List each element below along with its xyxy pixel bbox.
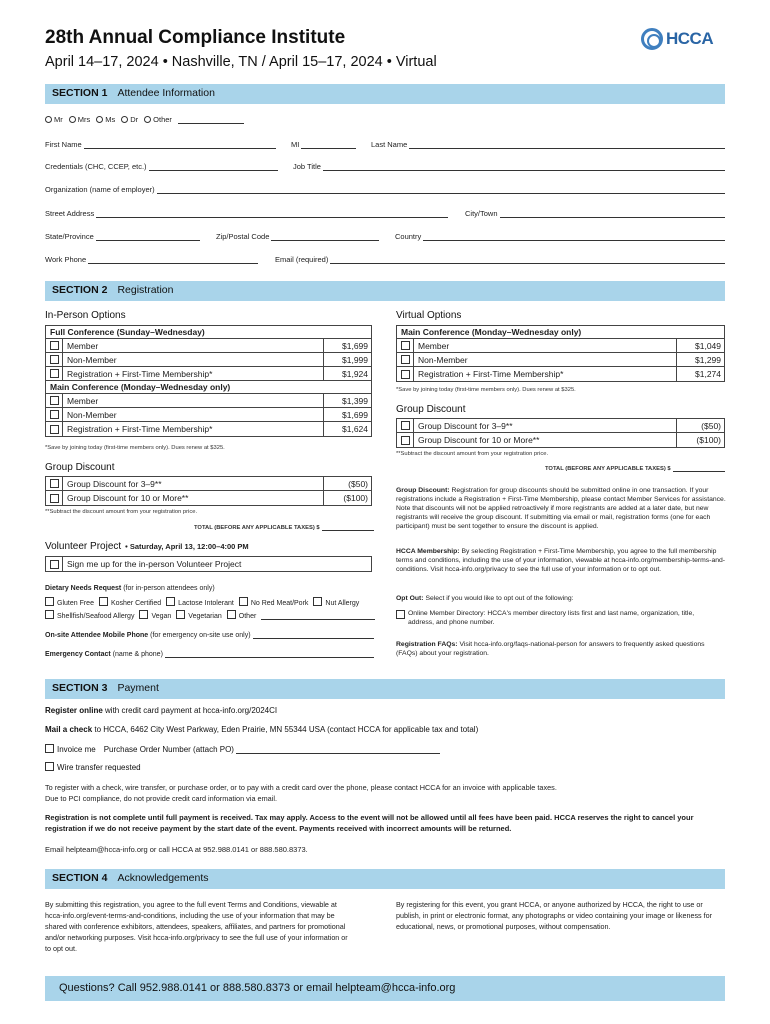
opt-out-info: Opt Out: Select if you would like to opt out of the following:: [396, 595, 574, 602]
table-row[interactable]: Non-Member $1,299: [397, 353, 724, 367]
organization-field[interactable]: Organization (name of employer): [45, 183, 725, 194]
section-title: Attendee Information: [117, 87, 215, 99]
po-line[interactable]: [236, 745, 440, 754]
credentials-field[interactable]: Credentials (CHC, CCEP, etc.): [45, 160, 278, 171]
emergency-contact-field[interactable]: Emergency Contact (name & phone): [45, 647, 374, 658]
salutation-ms[interactable]: Ms: [96, 115, 115, 124]
mi-field[interactable]: MI: [291, 138, 356, 149]
section-title: Acknowledgements: [117, 872, 209, 884]
volunteer-date: • Saturday, April 13, 12:00–4:00 PM: [125, 542, 249, 551]
salutation-group: [45, 115, 265, 124]
page-subtitle: April 14–17, 2024 • Nashville, TN / April 15–17, 2024 • Virtual: [45, 54, 437, 70]
payment-warning: Registration is not complete until full payment is received. Tax may apply. Access to the event will not be allowed until all fees have been paid. HCCA reserves the right to cancel your registration if we do not receive payment by the start date of the event. Payments received with incorrect amounts will be returned.: [45, 813, 694, 833]
checkbox[interactable]: [50, 425, 59, 434]
table-row[interactable]: Non-Member $1,999: [46, 353, 371, 367]
hcca-ring-icon: [641, 28, 663, 50]
email-field[interactable]: Email (required): [275, 253, 725, 264]
country-field[interactable]: Country: [395, 230, 725, 241]
checkbox[interactable]: [50, 560, 59, 569]
other-salutation-line[interactable]: [178, 115, 244, 124]
table-row[interactable]: Group Discount for 10 or More** ($100): [397, 433, 724, 447]
salutation-mr[interactable]: Mr: [45, 115, 63, 124]
dietary-option[interactable]: Vegetarian: [176, 610, 221, 620]
table-row[interactable]: Group Discount for 10 or More** ($100): [46, 491, 371, 505]
checkbox[interactable]: [50, 479, 59, 488]
group-discount-info: Group Discount: Registration for group discounts should be submitted online in one transaction. If your registrations include a Registration + First-Time Membership, please contact Member Services for assistance. Note that discounts will not be applied retroactively if more registrants are added at a later date, but new registrants will receive the group discount. If submitting via email or mail, registration forms (one for each participant) must be sent together to ensure the discount is applied.: [396, 487, 726, 530]
footer-text: Questions? Call 952.988.0141 or 888.580.8373 or email helpteam@hcca-info.org: [59, 982, 456, 994]
payment-contact: Email helpteam@hcca-info.org or call HCCA at 952.988.0141 or 888.580.8373.: [45, 845, 308, 854]
section-number: SECTION 4: [52, 872, 108, 884]
volunteer-heading-row: [45, 541, 249, 552]
checkbox[interactable]: [401, 421, 410, 430]
faq-info: Registration FAQs: Visit hcca-info.org/faqs-national-person for answers to frequently asked questions (FAQs) about your registration.: [396, 641, 705, 657]
section-2-header: [45, 281, 725, 301]
state-field[interactable]: State/Province: [45, 230, 200, 241]
dietary-option[interactable]: Kosher Certified: [99, 597, 161, 607]
table-row[interactable]: Member $1,399: [46, 394, 371, 408]
dietary-option[interactable]: Nut Allergy: [313, 597, 359, 607]
dietary-options-row-2: [45, 610, 375, 620]
full-conference-title: Full Conference (Sunday–Wednesday): [46, 326, 371, 339]
dietary-option[interactable]: Lactose Intolerant: [166, 597, 234, 607]
po-label: Purchase Order Number (attach PO): [103, 745, 234, 754]
checkbox[interactable]: [401, 370, 410, 379]
virtual-main-conference-title: Main Conference (Monday–Wednesday only): [397, 326, 724, 339]
checkbox[interactable]: [50, 341, 59, 350]
city-field[interactable]: City/Town: [465, 207, 725, 218]
group-discount-heading: Group Discount: [45, 462, 115, 473]
table-row[interactable]: Registration + First-Time Membership* $1,274: [397, 367, 724, 381]
onsite-phone-field[interactable]: On-site Attendee Mobile Phone (for emergency on-site use only): [45, 628, 374, 639]
footer-contact-bar: [45, 976, 725, 1001]
table-row[interactable]: Group Discount for 3–9** ($50): [397, 419, 724, 433]
logo-text: HCCA: [666, 29, 714, 48]
virtual-total-field[interactable]: TOTAL (BEFORE ANY APPLICABLE TAXES) $: [545, 465, 725, 472]
virtual-group-heading: Group Discount: [396, 404, 466, 415]
zip-field[interactable]: Zip/Postal Code: [216, 230, 379, 241]
subtract-note: **Subtract the discount amount from your registration price.: [45, 509, 198, 515]
section-number: SECTION 2: [52, 284, 108, 296]
section-number: SECTION 1: [52, 87, 108, 99]
acknowledgement-terms: By submitting this registration, you agree to the full event Terms and Conditions, viewable at hcca-info.org/event-terms-and-conditions, including the use of your information that may be shared with conference exhibitors, attendees, speakers, affiliates, and partners for promotional and/or networking purposes. Visit hcca-info.org/privacy to see the full use of your information or to opt out.: [45, 900, 348, 953]
in-person-heading: In-Person Options: [45, 310, 126, 321]
checkbox[interactable]: [401, 355, 410, 364]
section-number: SECTION 3: [52, 682, 108, 694]
first-name-field[interactable]: First Name: [45, 138, 276, 149]
save-note: *Save by joining today (first-time members only). Dues renew at $325.: [45, 445, 225, 451]
dietary-option[interactable]: Shellfish/Seafood Allergy: [45, 610, 134, 620]
salutation-dr[interactable]: Dr: [121, 115, 138, 124]
table-row[interactable]: Non-Member $1,699: [46, 408, 371, 422]
section-4-header: [45, 869, 725, 889]
section-title: Registration: [117, 284, 174, 296]
section-title: Payment: [117, 682, 159, 694]
checkbox[interactable]: [50, 355, 59, 364]
volunteer-heading: Volunteer Project: [45, 541, 122, 552]
checkbox[interactable]: [50, 396, 59, 405]
table-row[interactable]: Group Discount for 3–9** ($50): [46, 477, 371, 491]
dietary-label: Dietary Needs Request: [45, 585, 122, 592]
checkbox[interactable]: [50, 369, 59, 378]
hcca-logo: [641, 28, 713, 50]
in-person-total-field[interactable]: TOTAL (BEFORE ANY APPLICABLE TAXES) $: [194, 524, 374, 531]
dietary-option[interactable]: Vegan: [139, 610, 171, 620]
table-row[interactable]: Member $1,049: [397, 339, 724, 353]
virtual-save-note: *Save by joining today (first-time members only). Dues renew at $325.: [396, 387, 576, 393]
dietary-option[interactable]: No Red Meat/Pork: [239, 597, 309, 607]
in-person-group-table: [45, 476, 372, 506]
checkbox[interactable]: [50, 410, 59, 419]
register-online-text: Register online with credit card payment at hcca-info.org/2024CI: [45, 706, 278, 715]
dietary-label-row: [45, 585, 215, 592]
table-row[interactable]: Member $1,699: [46, 339, 371, 353]
virtual-subtract-note: **Subtract the discount amount from your registration price.: [396, 451, 549, 457]
volunteer-signup-row[interactable]: Sign me up for the in-person Volunteer Project: [46, 557, 371, 571]
virtual-pricing-table: [396, 325, 725, 382]
invoice-option[interactable]: Invoice me: [45, 744, 96, 754]
dietary-option[interactable]: Gluten Free: [45, 597, 94, 607]
acknowledgement-media: By registering for this event, you grant HCCA, or anyone authorized by HCCA, the right to use or publish, in print or electronic format, any photographs or video containing your image or likeness for educational, news, or promotional purposes, without compensation.: [396, 900, 713, 931]
invoice-row: [45, 744, 440, 754]
virtual-group-table: [396, 418, 725, 448]
street-field[interactable]: Street Address: [45, 207, 448, 218]
page-title: 28th Annual Compliance Institute: [45, 27, 346, 48]
dietary-option[interactable]: Other: [227, 610, 257, 620]
section-1-header: [45, 84, 725, 104]
job-title-field[interactable]: Job Title: [293, 160, 725, 171]
virtual-heading: Virtual Options: [396, 310, 462, 321]
salutation-other[interactable]: Other: [144, 115, 172, 124]
dietary-note: (for in-person attendees only): [123, 585, 215, 592]
checkbox[interactable]: [50, 494, 59, 503]
mail-check-text: Mail a check to HCCA, 6462 City West Parkway, Eden Prairie, MN 55344 USA (contact HCCA for applicable tax and total): [45, 725, 479, 734]
opt-out-directory-option[interactable]: Online Member Directory: HCCA's member directory lists first and last name, organization, title, address, and phone number.: [396, 609, 706, 627]
in-person-pricing-table: [45, 325, 372, 437]
work-phone-field[interactable]: Work Phone: [45, 253, 258, 264]
volunteer-signup-table: [45, 556, 372, 572]
main-conference-title: Main Conference (Monday–Wednesday only): [46, 381, 371, 394]
membership-info: HCCA Membership: By selecting Registration + First-Time Membership, you agree to the full membership terms and conditions, including the use of your information, viewable at hcca-info.org/membership-terms-and-conditions. Visit hcca-info.org/privacy to see the full use of your information or to opt out.: [396, 548, 726, 573]
dietary-options-row-1: [45, 597, 359, 607]
checkbox[interactable]: [401, 341, 410, 350]
table-row[interactable]: Registration + First-Time Membership* $1,624: [46, 422, 371, 436]
salutation-mrs[interactable]: Mrs: [69, 115, 91, 124]
last-name-field[interactable]: Last Name: [371, 138, 725, 149]
table-row[interactable]: Registration + First-Time Membership* $1,924: [46, 367, 371, 381]
wire-option[interactable]: Wire transfer requested: [45, 762, 141, 772]
register-instructions: To register with a check, wire transfer, or purchase order, or to pay with a credit card over the phone, please contact HCCA for an invoice with applicable taxes. Due to PCI compliance, do not provide credit card information via email.: [45, 783, 557, 803]
checkbox[interactable]: [401, 436, 410, 445]
dietary-other-line[interactable]: [261, 612, 375, 620]
section-3-header: [45, 679, 725, 699]
